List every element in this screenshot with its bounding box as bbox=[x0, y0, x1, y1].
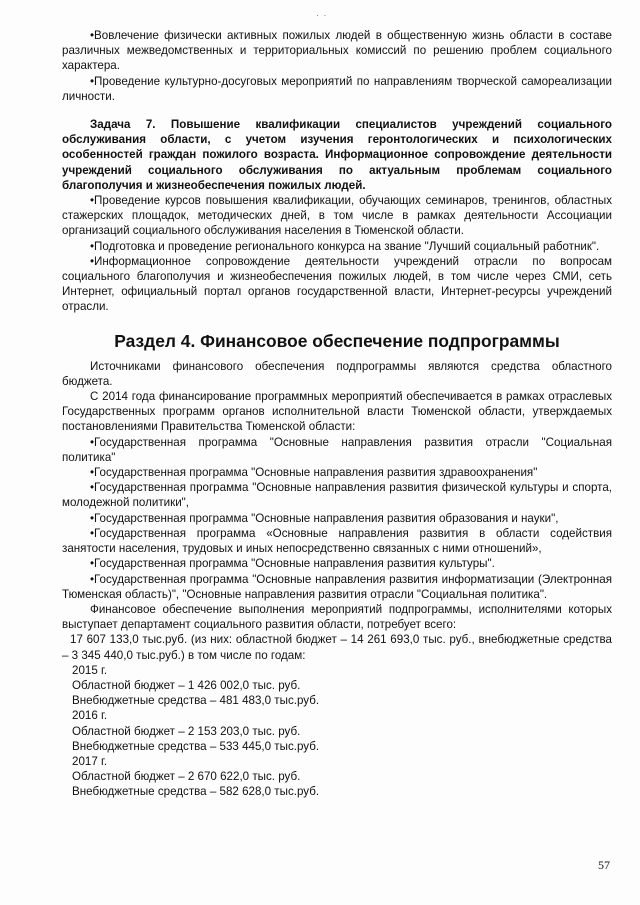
program-item: •Государственная программа "Основные направления развития физической культуры и спорта, молодежной политики", bbox=[62, 481, 612, 510]
program-item: •Государственная программа «Основные направления развития в области содействия занятости населения, трудовых и иных непосредственно связанных с ними отношений», bbox=[62, 526, 612, 556]
program-item: •Государственная программа "Основные направления развития образования и науки", bbox=[90, 511, 559, 525]
bullet-item: •Проведение культурно-досуговых мероприятий по направлениям творческой самореализации личности. bbox=[62, 74, 612, 103]
regional-budget-line: Областной бюджет – 1 426 002,0 тыс. руб. bbox=[72, 678, 301, 692]
regional-budget-line: Областной бюджет – 2 153 203,0 тыс. руб. bbox=[72, 724, 301, 738]
program-item: •Государственная программа "Основные направления развития информатизации (Электронная Тюменская область)", "Основные направления развития отрасли "Социальная политика". bbox=[62, 572, 612, 601]
page-content bbox=[62, 28, 612, 800]
year-label: 2016 г. bbox=[72, 709, 108, 723]
page-number: 57 bbox=[598, 858, 610, 872]
paragraph-finance: Финансовое обеспечение выполнения мероприятий подпрограммы, исполнителями которых выступает департамент социального развития области, потребует всего: bbox=[62, 602, 612, 632]
program-item: •Государственная программа "Основные направления развития здравоохранения" bbox=[90, 466, 538, 480]
year-label: 2017 г. bbox=[72, 754, 108, 768]
bullet-item: •Информационное сопровождение деятельности учреждений отрасли по вопросам социального благополучия и жизнеобеспечения пожилых людей, в том числе через СМИ, сеть Интернет, официальный портал органов государственной власти, Интернет-ресурсы учреждений отрасли. bbox=[62, 254, 612, 314]
program-item: •Государственная программа "Основные направления развития отрасли "Социальная политика" bbox=[62, 435, 612, 464]
extra-budget-line: Внебюджетные средства – 481 483,0 тыс.руб. bbox=[72, 694, 320, 708]
bullet-item: •Проведение курсов повышения квалификации, обучающих семинаров, тренингов, областных стажерских площадок, методических дней, в том числе в рамках деятельности Ассоциации организаций социального обслуживания населения в Тюменской области. bbox=[62, 194, 612, 238]
bullet-item: •Подготовка и проведение регионального конкурса на звание "Лучший социальный работник". bbox=[90, 239, 600, 253]
paragraph-total: 17 607 133,0 тыс.руб. (из них: областной бюджет – 14 261 693,0 тыс. руб., внебюджетные средства – 3 345 440,0 тыс.руб.) в том числе по годам: bbox=[62, 633, 612, 662]
section-title: Раздел 4. Финансовое обеспечение подпрограммы bbox=[114, 330, 560, 351]
extra-budget-line: Внебюджетные средства – 582 628,0 тыс.руб. bbox=[72, 785, 320, 799]
bullet-item: •Вовлечение физически активных пожилых людей в общественную жизнь области в составе различных межведомственных и территориальных комиссий по решению проблем социального характера. bbox=[62, 29, 612, 73]
extra-budget-line: Внебюджетные средства – 533 445,0 тыс.руб. bbox=[72, 739, 320, 753]
program-item: •Государственная программа "Основные направления развития культуры". bbox=[90, 557, 495, 571]
task-7-heading: Задача 7. Повышение квалификации специалистов учреждений социального обслуживания области, с учетом изучения геронтологических и психологических особенностей граждан пожилого возраста. Информационное сопровождение деятельности учреждений социального обслуживания по актуальным проблемам социального благополучия и жизнеобеспечения пожилых людей. bbox=[62, 118, 612, 192]
regional-budget-line: Областной бюджет – 2 670 622,0 тыс. руб. bbox=[72, 770, 301, 784]
paragraph-sources: Источниками финансового обеспечения подпрограммы являются средства областного бюджета. bbox=[62, 359, 612, 388]
scan-mark: · · bbox=[316, 10, 328, 20]
paragraph-since-2014: С 2014 года финансирование программных мероприятий обеспечивается в рамках отраслевых Государственных программ органов исполнительной власти Тюменской области, утверждаемых постановлениями Правительства Тюменской области: bbox=[62, 390, 612, 434]
year-label: 2015 г. bbox=[72, 663, 108, 677]
